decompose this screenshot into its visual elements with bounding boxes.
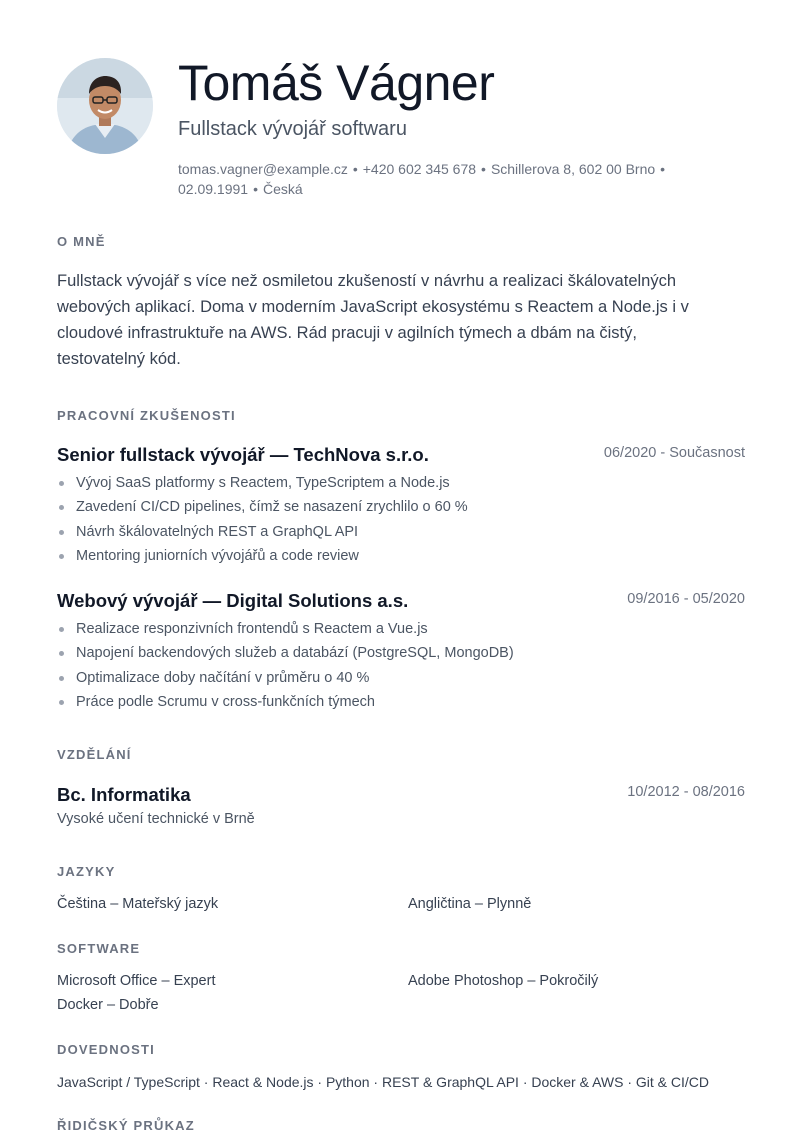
person-photo-icon [57, 58, 153, 154]
language-item: Angličtina – Plynně [408, 896, 532, 912]
job-achievements [57, 617, 514, 714]
achievement-item: Vývoj SaaS platformy s Reactem, TypeScriptem a Node.js [57, 471, 468, 495]
software-item: Docker – Dobře [57, 997, 159, 1013]
education-date: 10/2012 - 08/2016 [627, 784, 745, 800]
about-line: webových aplikací. Doma v moderním JavaScript ekosystému s Reactem a Node.js i v [57, 298, 689, 316]
about-line: Fullstack vývojář s více než osmiletou zkušeností v návrhu a realizaci škálovatelných [57, 272, 677, 290]
job-date: 09/2016 - 05/2020 [627, 591, 745, 607]
about-line: testovatelný kód. [57, 350, 181, 368]
job-title: Senior fullstack vývojář — TechNova s.r.o. [57, 444, 429, 465]
section-heading-skills: DOVEDNOSTI [57, 1042, 155, 1057]
skills-list: JavaScript / TypeScript · React & Node.js · Python · REST & GraphQL API · Docker & AWS · Git & CI/CD [57, 1074, 709, 1090]
school-name: Vysoké učení technické v Brně [57, 811, 255, 827]
achievement-item: Mentoring juniorních vývojářů a code review [57, 544, 468, 568]
achievement-item: Zavedení CI/CD pipelines, čímž se nasazení zrychlilo o 60 % [57, 495, 468, 519]
separator: • [660, 161, 666, 177]
phone: +420 602 345 678 [362, 161, 477, 177]
separator: • [253, 181, 258, 197]
about-line: cloudové infrastruktuře na AWS. Rád pracuji v agilních týmech a dbám na čistý, [57, 324, 637, 342]
section-heading-software: SOFTWARE [57, 941, 141, 956]
language-item: Čeština – Mateřský jazyk [57, 896, 219, 912]
job-headline: Fullstack vývojář softwaru [178, 118, 407, 140]
software-item: Adobe Photoshop – Pokročilý [408, 973, 599, 989]
achievement-item: Optimalizace doby načítání v průměru o 40 % [57, 666, 514, 690]
full-name: Tomáš Vágner [178, 55, 495, 111]
birth-date: 02.09.1991 [178, 181, 249, 197]
software-item: Microsoft Office – Expert [57, 973, 216, 989]
contact-info [178, 159, 738, 199]
job-title: Webový vývojář — Digital Solutions a.s. [57, 590, 409, 611]
achievement-item: Realizace responzivních frontendů s Reactem a Vue.js [57, 617, 514, 641]
separator: • [481, 161, 486, 177]
address: Schillerova 8, 602 00 Brno [490, 161, 656, 177]
achievement-item: Práce podle Scrumu v cross-funkčních týmech [57, 690, 514, 714]
email: tomas.vagner@example.cz [178, 161, 348, 177]
achievement-item: Návrh škálovatelných REST a GraphQL API [57, 520, 468, 544]
nationality: Česká [262, 181, 303, 197]
about-text [57, 268, 737, 372]
job-date: 06/2020 - Současnost [603, 445, 745, 461]
section-heading-experience: PRACOVNÍ ZKUŠENOSTI [57, 408, 236, 423]
contact-line-1 [178, 159, 738, 179]
section-heading-driving-license: ŘIDIČSKÝ PRŮKAZ [57, 1118, 195, 1133]
achievement-item: Napojení backendových služeb a databází (PostgreSQL, MongoDB) [57, 641, 514, 665]
degree-title: Bc. Informatika [57, 784, 191, 805]
section-heading-languages: JAZYKY [57, 864, 116, 879]
separator: • [352, 161, 358, 177]
profile-photo [57, 58, 153, 154]
section-heading-education: VZDĚLÁNÍ [57, 747, 132, 762]
job-achievements [57, 471, 468, 568]
section-heading-about: O MNĚ [57, 234, 106, 249]
contact-line-2 [178, 179, 738, 199]
